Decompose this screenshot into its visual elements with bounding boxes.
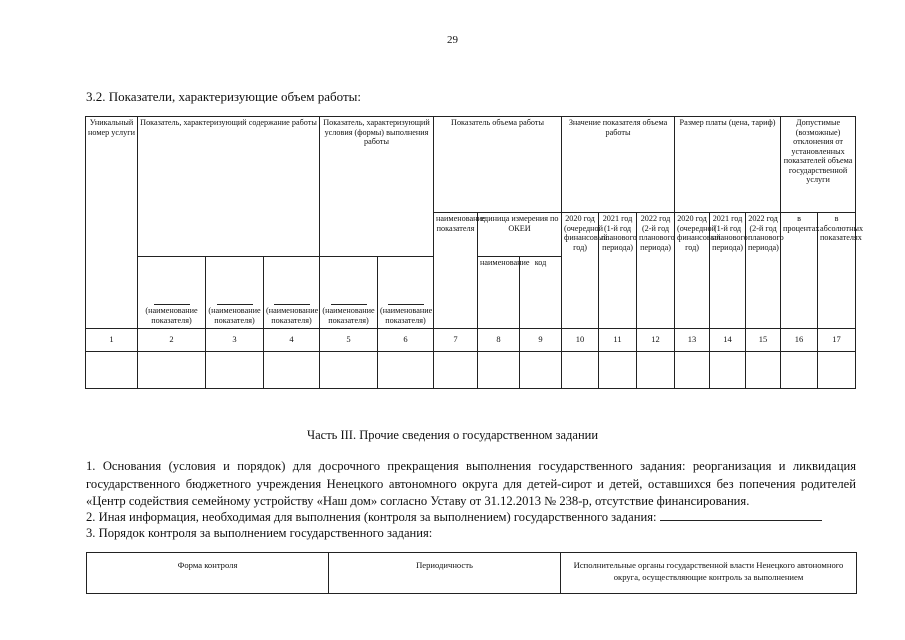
table-cell	[746, 352, 781, 389]
table-cell	[818, 352, 856, 389]
header-in-absolute: в абсолютных показателях	[818, 213, 856, 329]
table-cell	[675, 352, 710, 389]
header-pay-2021: 2021 год (1-й год планового периода)	[710, 213, 746, 329]
header-unique-number: Уникальный номер услуги	[86, 117, 138, 329]
table-cell	[320, 352, 378, 389]
column-number-cell: 1	[86, 329, 138, 352]
table-cell	[562, 352, 599, 389]
table-row	[86, 352, 856, 389]
header-volume-value: Значение показателя объема работы	[562, 117, 675, 213]
header-year-2021: 2021 год (1-й год планового периода)	[599, 213, 637, 329]
column-number-cell: 14	[710, 329, 746, 352]
column-number-cell: 9	[520, 329, 562, 352]
table-cell	[637, 352, 675, 389]
column-number-cell: 3	[206, 329, 264, 352]
column-number-cell: 16	[781, 329, 818, 352]
column-number-cell: 17	[818, 329, 856, 352]
table-cell	[206, 352, 264, 389]
column-number-cell: 5	[320, 329, 378, 352]
sub-indicator-2: (наименование показателя)	[206, 257, 264, 329]
table-cell	[599, 352, 637, 389]
header-pay-2022: 2022 год (2-й год планового периода)	[746, 213, 781, 329]
header-volume-indicator: Показатель объема работы	[434, 117, 562, 213]
control-table	[86, 552, 857, 594]
header-indicator-name: наименование показателя	[434, 213, 478, 329]
header-in-percent: в процентах	[781, 213, 818, 329]
header-year-2020: 2020 год (очередной финансовый год)	[562, 213, 599, 329]
paragraph-other-info: 2. Иная информация, необходимая для выполнения (контроля за выполнением) государственного задания:	[86, 508, 856, 527]
sub-indicator-1: (наименование показателя)	[138, 257, 206, 329]
table-cell	[378, 352, 434, 389]
header-unit-code: код	[520, 257, 562, 329]
header-periodicity: Периодичность	[329, 553, 561, 594]
column-number-cell: 2	[138, 329, 206, 352]
header-condition-indicator: Показатель, характеризующий условия (формы) выполнения работы	[320, 117, 434, 257]
column-number-cell: 15	[746, 329, 781, 352]
header-payment-size: Размер платы (цена, тариф)	[675, 117, 781, 213]
blank-line	[660, 508, 822, 521]
paragraph-control-order: 3. Порядок контроля за выполнением государственного задания:	[86, 526, 433, 540]
sub-indicator-3: (наименование показателя)	[264, 257, 320, 329]
header-pay-2020: 2020 год (очередной финансовый год)	[675, 213, 710, 329]
table-cell	[138, 352, 206, 389]
column-number-row	[86, 329, 856, 352]
column-number-cell: 12	[637, 329, 675, 352]
table-cell	[520, 352, 562, 389]
header-allowed-deviations: Допустимые (возможные) отклонения от установленных показателей объема государственной услуги	[781, 117, 856, 213]
table-cell	[264, 352, 320, 389]
page-number: 29	[447, 34, 458, 46]
table-cell	[710, 352, 746, 389]
header-control-bodies: Исполнительные органы государственной власти Ненецкого автономного округа, осуществляющие контроль за выполнением	[561, 553, 857, 594]
column-number-cell: 6	[378, 329, 434, 352]
table-cell	[478, 352, 520, 389]
column-number-cell: 13	[675, 329, 710, 352]
column-number-cell: 4	[264, 329, 320, 352]
column-number-cell: 8	[478, 329, 520, 352]
header-control-form: Форма контроля	[87, 553, 329, 594]
header-year-2022: 2022 год (2-й год планового периода)	[637, 213, 675, 329]
table-cell	[781, 352, 818, 389]
part3-title: Часть III. Прочие сведения о государственном задании	[306, 428, 599, 442]
sub-indicator-4: (наименование показателя)	[320, 257, 378, 329]
column-number-cell: 11	[599, 329, 637, 352]
header-unit-name: наименование	[478, 257, 520, 329]
header-unit: единица измерения по ОКЕИ	[478, 213, 562, 257]
header-content-indicator: Показатель, характеризующий содержание работы	[138, 117, 320, 257]
table-cell	[434, 352, 478, 389]
column-number-cell: 7	[434, 329, 478, 352]
sub-indicator-5: (наименование показателя)	[378, 257, 434, 329]
column-number-cell: 10	[562, 329, 599, 352]
section-title: 3.2. Показатели, характеризующие объем работы:	[86, 89, 361, 104]
work-volume-table	[85, 116, 864, 389]
paragraph-termination-grounds: 1. Основания (условия и порядок) для досрочного прекращения выполнения государственного задания: реорганизация и ликвидация государственного бюджетного учреждения Ненецкого автономного округа для детей-сирот и детей, оставшихся без попечения родителей «Центр содействия семейному устройству «Наш дом» согласно Уставу от 31.12.2013 № 238-р, отсутствие финансирования.	[86, 459, 856, 508]
table-cell	[86, 352, 138, 389]
